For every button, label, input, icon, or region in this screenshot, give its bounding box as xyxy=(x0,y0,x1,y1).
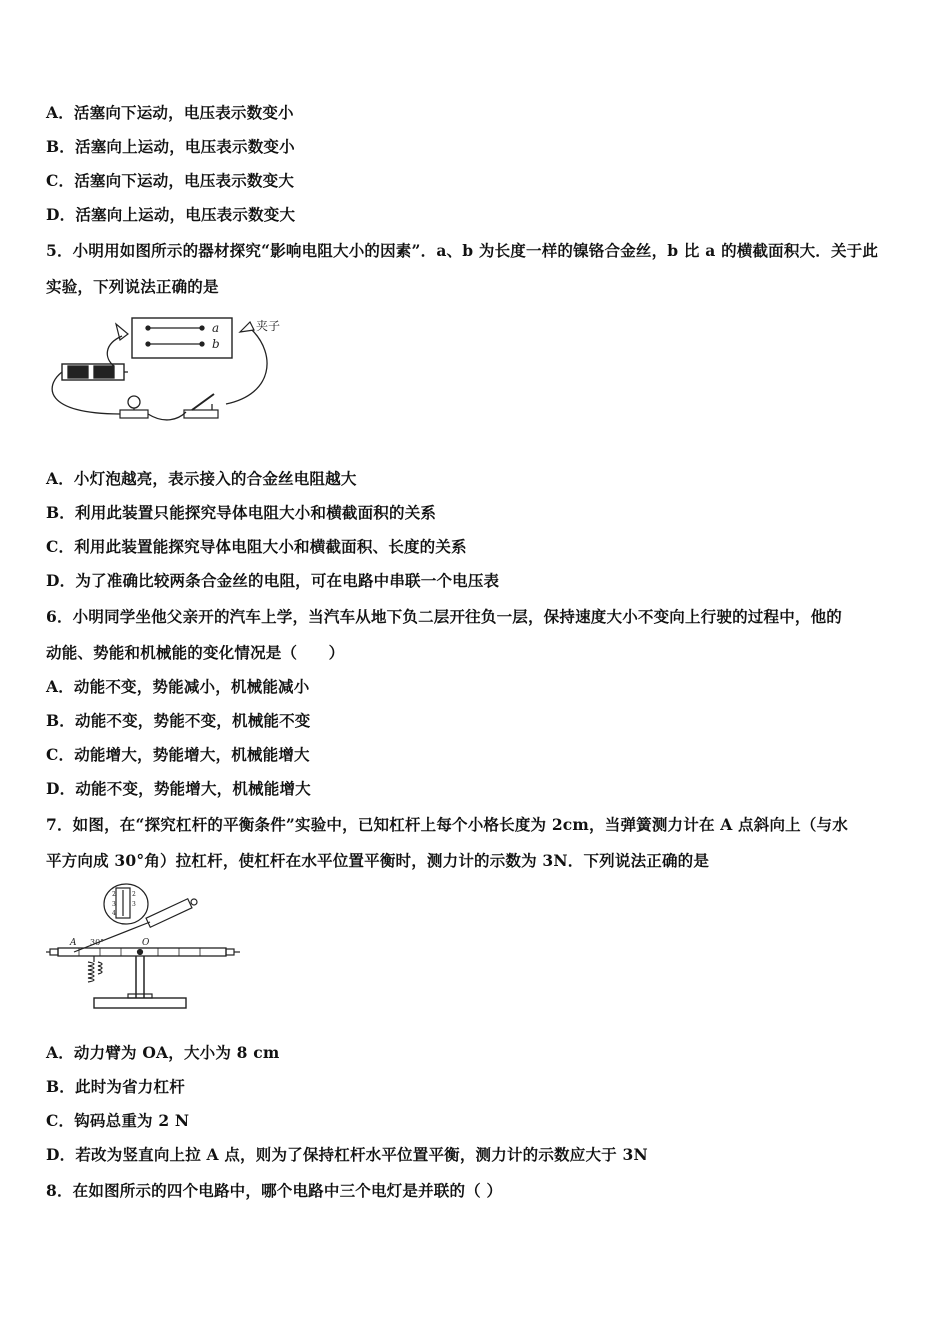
label-b: b xyxy=(212,337,220,351)
spring-scale xyxy=(146,899,197,928)
q5-option-d: D．为了准确比较两条合金丝的电阻，可在电路中串联一个电压表 xyxy=(46,571,500,590)
bulb-base xyxy=(120,410,148,418)
q6-stem-line2: 动能、势能和机械能的变化情况是（ ） xyxy=(46,643,345,662)
q4-option-b: B．活塞向上运动，电压表示数变小 xyxy=(46,137,295,156)
label-a: a xyxy=(212,321,220,335)
q7-option-b: B．此时为省力杠杆 xyxy=(46,1077,185,1096)
q6-option-d: D．动能不变，势能增大，机械能增大 xyxy=(46,779,311,798)
svg-text:3: 3 xyxy=(112,901,116,908)
label-A: A xyxy=(70,938,77,948)
light-bulb xyxy=(128,396,140,408)
q6-option-b: B．动能不变，势能不变，机械能不变 xyxy=(46,711,311,730)
q7-lever-figure xyxy=(44,882,244,1020)
svg-text:3: 3 xyxy=(132,901,136,908)
q4-option-d: D．活塞向上运动，电压表示数变大 xyxy=(46,205,296,224)
q7-stem-line2: 平方向成 30°角）拉杠杆，使杠杆在水平位置平衡时，测力计的示数为 3N．下列说法正确的是 xyxy=(46,851,710,870)
q7-stem-line1: 7．如图，在“探究杠杆的平衡条件”实验中，已知杠杆上每个小格长度为 2cm，当弹簧测力计在 A 点斜向上（与水 xyxy=(46,815,848,834)
q5-option-a: A．小灯泡越亮，表示接入的合金丝电阻越大 xyxy=(46,469,357,488)
q5-stem-line1: 5．小明用如图所示的器材探究“影响电阻大小的因素”．a、b 为长度一样的镍铬合金丝，b 比 a 的横截面积大．关于此 xyxy=(46,241,879,260)
q7-option-a: A．动力臂为 OA，大小为 8 cm xyxy=(46,1043,280,1062)
label-O: O xyxy=(142,938,150,948)
q6-option-c: C．动能增大，势能增大，机械能增大 xyxy=(46,745,310,764)
q5-circuit-figure xyxy=(44,314,294,434)
stand-base xyxy=(94,998,186,1008)
q4-option-c: C．活塞向下运动，电压表示数变大 xyxy=(46,171,295,190)
svg-text:2: 2 xyxy=(132,891,136,898)
q5-stem-line2: 实验，下列说法正确的是 xyxy=(46,277,219,296)
q5-option-b: B．利用此装置只能探究导体电阻大小和横截面积的关系 xyxy=(46,503,437,522)
q7-option-d: D．若改为竖直向上拉 A 点，则为了保持杠杆水平位置平衡，测力计的示数应大于 3N xyxy=(46,1145,648,1164)
switch-lever xyxy=(192,394,214,410)
svg-text:4: 4 xyxy=(112,910,116,917)
label-angle: 30° xyxy=(90,938,105,947)
switch-base xyxy=(184,410,218,418)
q6-option-a: A．动能不变，势能减小，机械能减小 xyxy=(46,677,310,696)
q5-option-c: C．利用此装置能探究导体电阻大小和横截面积、长度的关系 xyxy=(46,537,467,556)
pivot-O xyxy=(138,950,143,955)
hook-weights xyxy=(88,956,102,982)
label-clip: 夹子 xyxy=(256,319,281,333)
q6-stem-line1: 6．小明同学坐他父亲开的汽车上学，当汽车从地下负二层开往负一层，保持速度大小不变向上行驶的过程中，他的 xyxy=(46,607,842,626)
q7-option-c: C．钩码总重为 2 N xyxy=(46,1111,190,1130)
q8-stem-line1: 8．在如图所示的四个电路中，哪个电路中三个电灯是并联的（ ） xyxy=(46,1181,503,1200)
q4-option-a: A．活塞向下运动，电压表示数变小 xyxy=(46,103,294,122)
svg-text:2: 2 xyxy=(112,891,116,898)
